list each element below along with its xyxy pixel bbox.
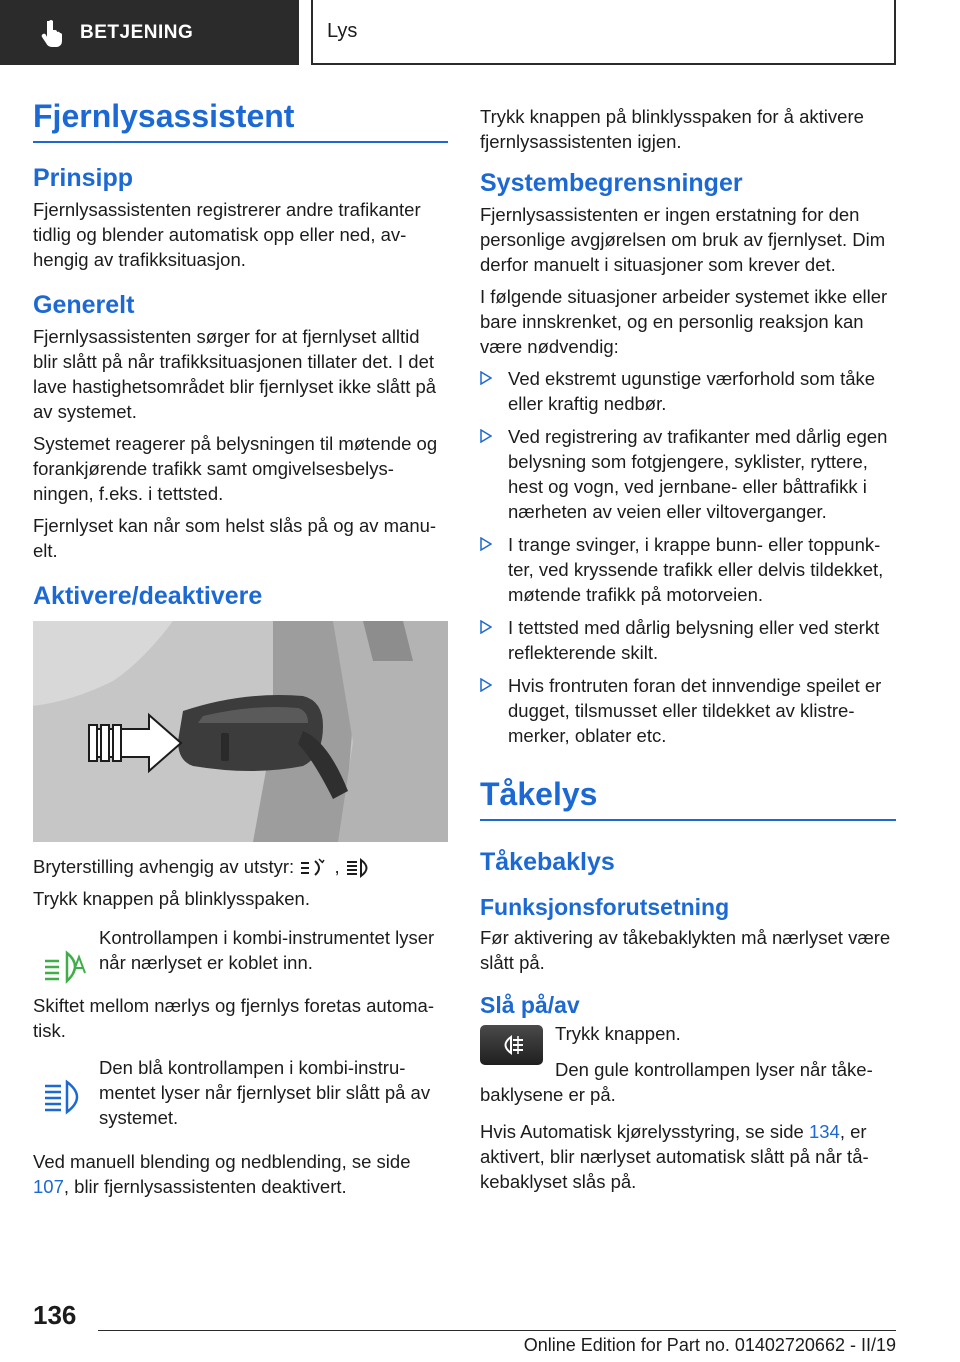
takelys-title: Tåkelys [480,776,896,821]
heading-prinsipp: Prinsipp [33,164,134,192]
heading-funksjonsforutsetning: Funksjonsforutsetning [480,894,730,920]
bryter-text: Bryterstilling avhengig av utstyr: , [33,854,448,879]
slaa-text-2: Den gule kontrollampen lyser når tåkebaklysene er på. [480,1059,873,1105]
triangle-bullet-icon [480,429,492,443]
generelt-paragraph-3: Fjernlyset kan når som helst slås på og av manuelt. [33,515,437,561]
list-item: I trange svinger, i krappe bunn- eller toppunkter, ved kryssende trafikk eller delvis tildekket, møtende trafikk på motorveien. [480,532,896,607]
turn-signal-lever-illustration [33,621,448,842]
left-column [33,98,448,1206]
heading-slaa-paa-av: Slå på/av [480,992,580,1018]
list-item: Ved registrering av trafikanter med dårlig egen belysning som fotgjengere, syklister, ryttere, hest og vogn, ved jernbane- eller båttrafikk i nærheten av veien eller viltoverganger. [480,424,896,524]
page-title: Fjernlysassistent [33,98,448,143]
chapter-label: Lys [327,20,358,42]
page-number: 136 [33,1300,77,1330]
triangle-bullet-icon [480,371,492,385]
high-beam-indicator-row [33,1055,448,1137]
header-chapter-box [311,0,896,65]
limitations-list [480,366,896,748]
page-link-107[interactable]: 107 [33,1176,64,1198]
triangle-bullet-icon [480,678,492,692]
header-section-tab [0,0,299,65]
heading-takebaklys: Tåkebaklys [480,848,615,876]
high-beam-assist-icon [299,857,329,879]
skiftet-text: Skiftet mellom nærlys og fjernlys foretas automatisk. [33,995,434,1042]
footer-divider [98,1330,896,1331]
auto-text: Hvis Automatisk kjørelysstyring, se side 134, er aktivert, blir nærlyset automatisk slått på når tåkebaklyset slås på. [480,1121,869,1192]
hand-pointer-icon [40,19,66,47]
page-link-134[interactable]: 134 [808,1121,840,1142]
high-beam-indicator-icon [43,1079,89,1115]
list-item: Hvis frontruten foran det innvendige speilet er dugget, tilsmusset eller tildekket av klistremerker, oblater etc. [480,673,896,748]
edition-text: Online Edition for Part no. 01402720662 - II/19 [523,1335,896,1355]
triangle-bullet-icon [480,537,492,551]
heading-systembegrensninger: Systembegrensninger [480,169,743,197]
slaa-text-1: Trykk knappen. [555,1023,681,1044]
low-beam-indicator-row [33,925,448,985]
system-paragraph-1: Fjernlysassistenten er ingen erstatning for den personlige avgjørelsen om bruk av fjernlyset. Dim derfor manuelt i situasjoner som krever det. [480,204,886,275]
generelt-paragraph-2: Systemet reagerer på belysningen til møtende og forankjørende trafikk samt omgivelsesbelysningen, f.eks. i tettsted. [33,433,438,504]
section-label: BETJENING [80,21,194,43]
lamp2-text: Den blå kontrollampen i kombi-instrumentet lyser når fjernlyset blir slått på av systemet. [99,1057,431,1129]
funksjon-text: Før aktivering av tåkebaklykten må nærlyset være slått på. [480,927,891,973]
rear-fog-light-icon [497,1034,527,1056]
trykk-text: Trykk knappen på blinklysspaken. [33,888,310,910]
high-beam-icon [345,857,375,879]
system-paragraph-2: I følgende situasjoner arbeider systemet ikke eller bare innskrenket, og en personlig reaksjon kan være nødvendig: [480,286,888,357]
low-beam-assist-indicator-icon [43,949,89,985]
list-item: I tettsted med dårlig belysning eller ved sterkt reflekterende skilt. [480,615,896,665]
intro-text: Trykk knappen på blinklysspaken for å aktivere fjernlysassistenten igjen. [480,106,864,152]
manuell-text: Ved manuell blending og nedblending, se side 107, blir fjernlysassistenten deaktivert. [33,1151,411,1198]
lamp1-text: Kontrollampen i kombi-instrumentet lyser når nærlyset er koblet inn. [99,927,435,974]
list-item: Ved ekstremt ugunstige værforhold som tåke eller kraftig nedbør. [480,366,896,416]
prinsipp-text: Fjernlysassistenten registrerer andre trafikanter tidlig og blender automatisk opp eller ned, avhengig av trafikksituasjon. [33,199,421,270]
heading-aktivere: Aktivere/deaktivere [33,582,263,610]
rear-fog-light-button[interactable] [480,1025,543,1065]
heading-generelt: Generelt [33,291,135,319]
triangle-bullet-icon [480,620,492,634]
right-column [480,104,896,1201]
generelt-paragraph-1: Fjernlysassistenten sørger for at fjernlyset alltid blir slått på når trafikksituasjonen tillater det. I det lave hastighetsområdet blir fjernlyset ikke slått på av systemet. [33,326,437,422]
